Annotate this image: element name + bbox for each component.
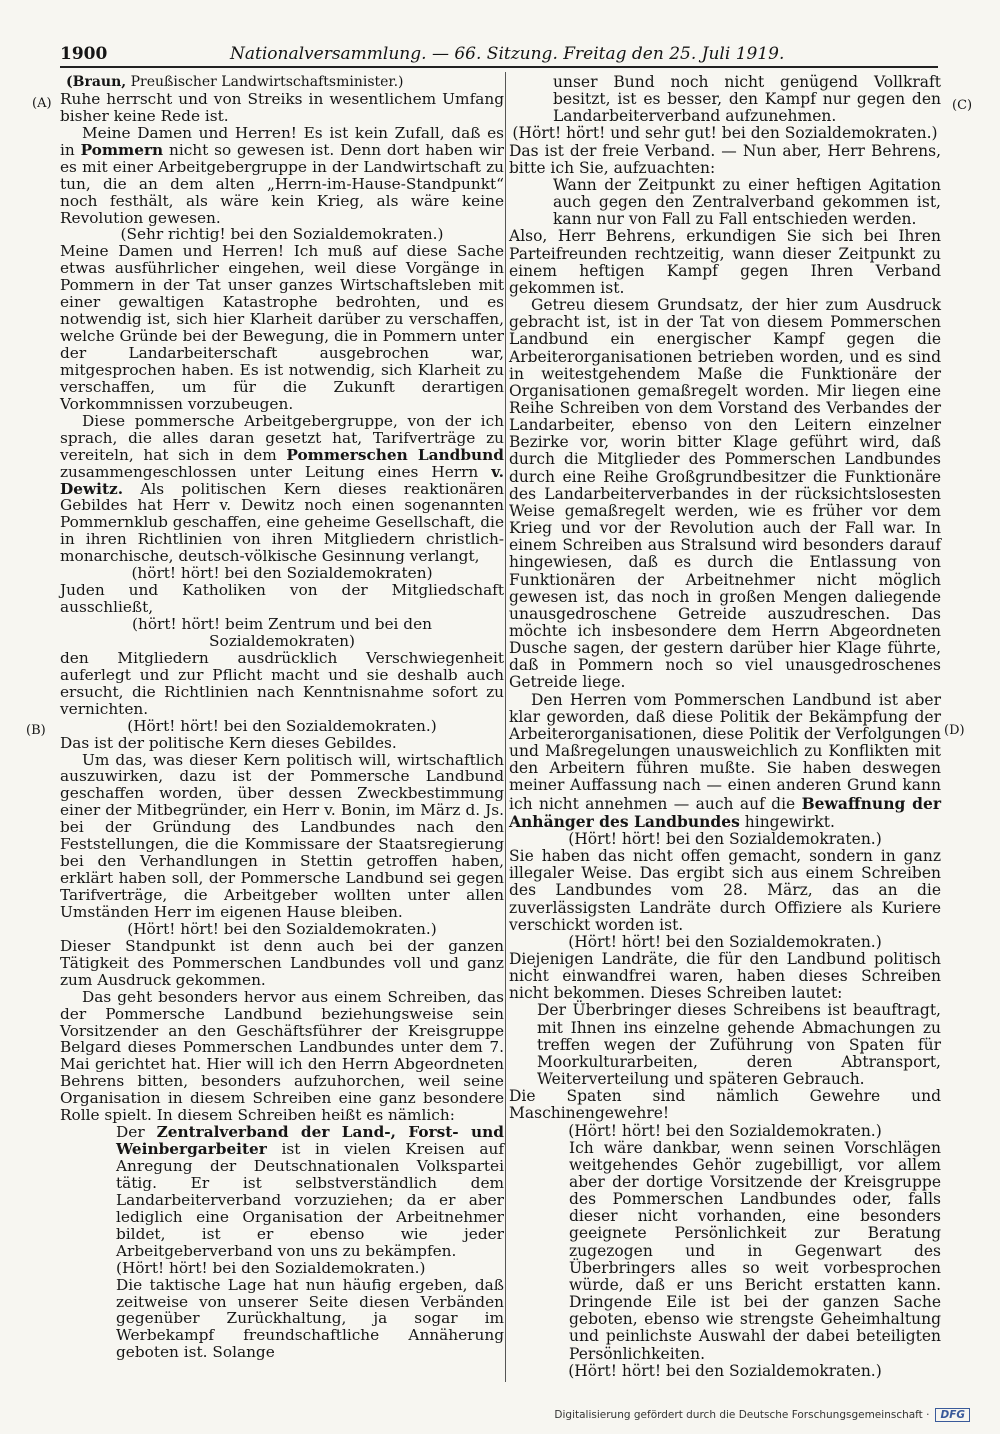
- interjection: (Hört! hört! bei den Sozialdemokraten.): [116, 1258, 426, 1277]
- interjection: (Hört! hört! bei den Sozialdemokraten.): [127, 919, 437, 938]
- paragraph: Die Spaten sind nämlich Gewehre und Maschinengewehre!: [509, 1087, 941, 1123]
- paragraph: Sie haben das nicht offen gemacht, sondern in ganz illegaler Weise. Das ergibt sich aus einem Schreiben des Landbundes vom 28. März, das an die zuverlässigsten Landräte durch Offiziere als Kuriere verschickt worden ist.: [509, 847, 941, 934]
- paragraph: Getreu diesem Grundsatz, der hier zum Ausdruck gebracht ist, ist in der Tat von diesem Pommerschen Landbund ein energischer Kampf gegen die Arbeiterorganisationen betrieben worden, und es sind in weitestgehendem Maße die Funktionäre der Organisationen gemaßregelt worden. Mir liegen eine Reihe Schreiben von dem Vorstand des Verbandes der Landarbeiter, ebenso von den Leitern einzelner Bezirke vor, worin bitter Klage geführt wird, daß durch die Mitglieder des Pommerschen Landbundes durch eine Reihe Großgrundbesitzer die Funktionäre des Landarbeiterverbandes in der rücksichtslosesten Weise gemaßregelt werden, wie es früher vor dem Krieg und vor der Revolution auch der Fall war. In einem Schreiben aus Stralsund wird besonders darauf hingewiesen, daß es durch die Entlassung von Funktionären der Arbeitnehmer nicht möglich gewesen ist, das noch in großen Mengen daliegende unausgedroschene Getreide auszudreschen. Das möchte ich insbesondere dem Herrn Abgeordneten Dusche sagen, der gestern darüber hier Klage führte, daß in Pommern noch so viel unausgedroschenes Getreide liege.: [509, 296, 941, 692]
- digitization-footer: [554, 1408, 970, 1422]
- right-column: [509, 74, 941, 1380]
- dfg-logo: DFG: [935, 1408, 970, 1422]
- paragraph: Ruhe herrscht und von Streiks in wesentlichem Umfang bisher keine Rede ist.: [60, 89, 504, 125]
- interjection: (Hört! hört! bei den Sozialdemokraten.): [568, 1121, 882, 1140]
- paragraph: Das geht besonders hervor aus einem Schreiben, das der Pommersche Landbund beziehungsweise sein Vorsitzender an den Geschäftsführer der Kreisgruppe Belgard dieses Pommerschen Landbundes unter dem 7. Mai gerichtet hat. Hier will ich den Herrn Abgeordneten Behrens bitten, besonders aufzuhorchen, weil seine Organisation in diesem Schreiben eine ganz besondere Rolle spielt. In diesem Schreiben heißt es nämlich:: [60, 987, 504, 1125]
- interjection: (Sehr richtig! bei den Sozialdemokraten.): [120, 225, 444, 244]
- quotation: Der Überbringer dieses Schreibens ist beauftragt, mit Ihnen ins einzelne gehende Abmachungen zu treffen wegen der Zuführung von Spaten für Moorkulturarbeiten, deren Abtransport, Weiterverteilung und späteren Gebrauch.: [537, 1001, 941, 1089]
- footer-text: Digitalisierung gefördert durch die Deutsche Forschungsgemeinschaft ·: [554, 1409, 930, 1421]
- quotation: Der Zentralverband der Land-, Forst- und Weinbergarbeiter ist in vielen Kreisen auf Anregung der Deutschnationalen Volkspartei tätig. Er ist selbstverständlich dem Landarbeiterverband vorzuziehen; da er aber lediglich eine Organisation der Arbeitnehmer bildet, ist er ebenso wie jeder Arbeitgeberverband von uns zu bekämpfen.: [116, 1123, 504, 1260]
- quotation: Die taktische Lage hat nun häufig ergeben, daß zeitweise von unserer Seite diesen Verbänden gegenüber Zurückhaltung, ja sogar im Werbekampf freundschaftliche Annäherung geboten ist. Solange: [116, 1275, 504, 1362]
- margin-marker-d: (D): [944, 723, 965, 738]
- paragraph: Den Herren vom Pommerschen Landbund ist aber klar geworden, daß diese Politik der Bekämpfung der Arbeiterorganisationen, diese Politik der Verfolgungen und Maßregelungen unausweichlich zu Konflikten mit den Arbeitern führen mußte. Sie haben deswegen meiner Auffassung nach — einen anderen Grund kann ich nicht annehmen — auch auf die Bewaffnung der Anhänger des Landbundes hingewirkt.: [509, 690, 941, 831]
- paragraph: Diejenigen Landräte, die für den Landbund politisch nicht einwandfrei waren, haben dieses Schreiben nicht bekommen. Dieses Schreiben lautet:: [509, 949, 941, 1003]
- running-title: Nationalversammlung. — 66. Sitzung. Freitag den 25. Juli 1919.: [230, 44, 785, 64]
- interjection: (Hört! hört! bei den Sozialdemokraten.): [568, 829, 882, 848]
- margin-marker-b: (B): [26, 723, 46, 738]
- paragraph: Juden und Katholiken von der Mitgliedschaft ausschließt,: [60, 581, 504, 617]
- margin-marker-c: (C): [952, 98, 973, 113]
- column-divider: [505, 72, 506, 1382]
- paragraph: Diese pommersche Arbeitgebergruppe, von der ich sprach, die alles daran gesetzt hat, Tarifverträge zu vereiteln, hat sich in dem Pommerschen Landbund zusammengeschlossen unter Leitung eines Herrn v. Dewitz. Als politischen Kern dieses reaktionären Gebildes hat Herr v. Dewitz noch einen sogenannten Pommernklub geschaffen, eine geheime Gesellschaft, die in ihren Richtlinien von ihren Mitgliedern christlich-monarchische, deutsch-völkische Gesinnung verlangt,: [60, 411, 504, 566]
- left-column: [60, 74, 504, 1361]
- paragraph: Das ist der freie Verband. — Nun aber, Herr Behrens, bitte ich Sie, aufzuachten:: [509, 141, 941, 177]
- speaker-attribution: (Braun, Preußischer Landwirtschaftsminister.): [66, 74, 404, 90]
- page-number: 1900: [60, 44, 108, 64]
- paragraph: Also, Herr Behrens, erkundigen Sie sich bei Ihren Parteifreunden rechtzeitig, wann dieser Zeitpunkt zu einem heftigen Kampf gegen Ihren Verband gekommen ist.: [509, 227, 941, 297]
- quotation: Ich wäre dankbar, wenn seinen Vorschlägen weitgehendes Gehör zugebilligt, vor allem aber der dortige Vorsitzende der Kreisgruppe des Pommerschen Landbundes oder, falls dieser nicht vorhanden, eine besonders geeignete Persönlichkeit zur Beratung zugezogen und in Gegenwart des Überbringers alles so weit vorbesprochen würde, daß er uns Bericht erstatten kann. Dringende Eile ist bei der ganzen Sache geboten, ebenso wie strengste Geheimhaltung und peinlichste Auswahl der dabei beteiligten Persönlichkeiten.: [569, 1138, 941, 1363]
- quotation: unser Bund noch nicht genügend Vollkraft besitzt, ist es besser, den Kampf nur gegen den Landarbeiterverband aufzunehmen.: [553, 73, 941, 126]
- paragraph: Meine Damen und Herren! Ich muß auf diese Sache etwas ausführlicher eingehen, weil diese Vorgänge in Pommern in der Tat unser ganzes Wirtschaftsleben mit einer gewaltigen Katastrophe bedrohten, und es notwendig ist, sich hier Klarheit darüber zu verschaffen, welche Gründe bei der Bewegung, die in Pommern unter der Landarbeiterschaft ausgebrochen war, mitgesprochen haben. Es ist notwendig, sich Klarheit zu verschaffen, um für die Zukunft derartigen Vorkommnissen vorzubeugen.: [60, 242, 504, 413]
- interjection: (Hört! hört! bei den Sozialdemokraten.): [568, 1361, 882, 1380]
- interjection: (Hört! hört! bei den Sozialdemokraten.): [568, 932, 882, 951]
- paragraph: Meine Damen und Herren! Es ist kein Zufall, daß es in Pommern nicht so gewesen ist. Denn dort haben wir es mit einer Arbeitgebergruppe in der Landwirtschaft zu tun, die an dem alten „Herrn-im-Hause-Standpunkt“ noch festhält, als wäre kein Krieg, als wäre keine Revolution gewesen.: [60, 123, 504, 227]
- paragraph: den Mitgliedern ausdrücklich Verschwiegenheit auferlegt und zur Pflicht macht und sie deshalb auch ersucht, die Richtlinien nach Kenntnisnahme sofort zu vernichten.: [60, 648, 504, 718]
- quotation: Wann der Zeitpunkt zu einer heftigen Agitation auch gegen den Zentralverband gekommen ist, kann nur von Fall zu Fall entschieden werden.: [553, 175, 941, 229]
- interjection: (hört! hört! bei den Sozialdemokraten): [131, 564, 433, 583]
- paragraph: Das ist der politische Kern dieses Gebildes.: [60, 733, 397, 752]
- paragraph: Dieser Standpunkt ist denn auch bei der ganzen Tätigkeit des Pommerschen Landbundes voll und ganz zum Ausdruck gekommen.: [60, 936, 504, 989]
- interjection: (hört! hört! beim Zentrum und bei den Sozialdemokraten): [132, 615, 432, 650]
- interjection: (Hört! hört! und sehr gut! bei den Sozialdemokraten.): [512, 124, 938, 143]
- margin-marker-a: (A): [32, 96, 52, 111]
- paragraph: Um das, was dieser Kern politisch will, wirtschaftlich auszuwirken, dazu ist der Pommersche Landbund geschaffen worden, über dessen Zweckbestimmung einer der Mitbegründer, ein Herr v. Bonin, im März d. Js. bei der Gründung des Landbundes nach den Feststellungen, die die Kommissare der Staatsregierung bei den Verhandlungen in Stettin getroffen haben, erklärt haben soll, der Pommersche Landbund sei gegen Tarifverträge, die Arbeitgeber wollten unter allen Umständen Herr im eigenen Hause bleiben.: [60, 750, 504, 921]
- interjection: (Hört! hört! bei den Sozialdemokraten.): [127, 716, 437, 735]
- header-rule: [60, 66, 938, 68]
